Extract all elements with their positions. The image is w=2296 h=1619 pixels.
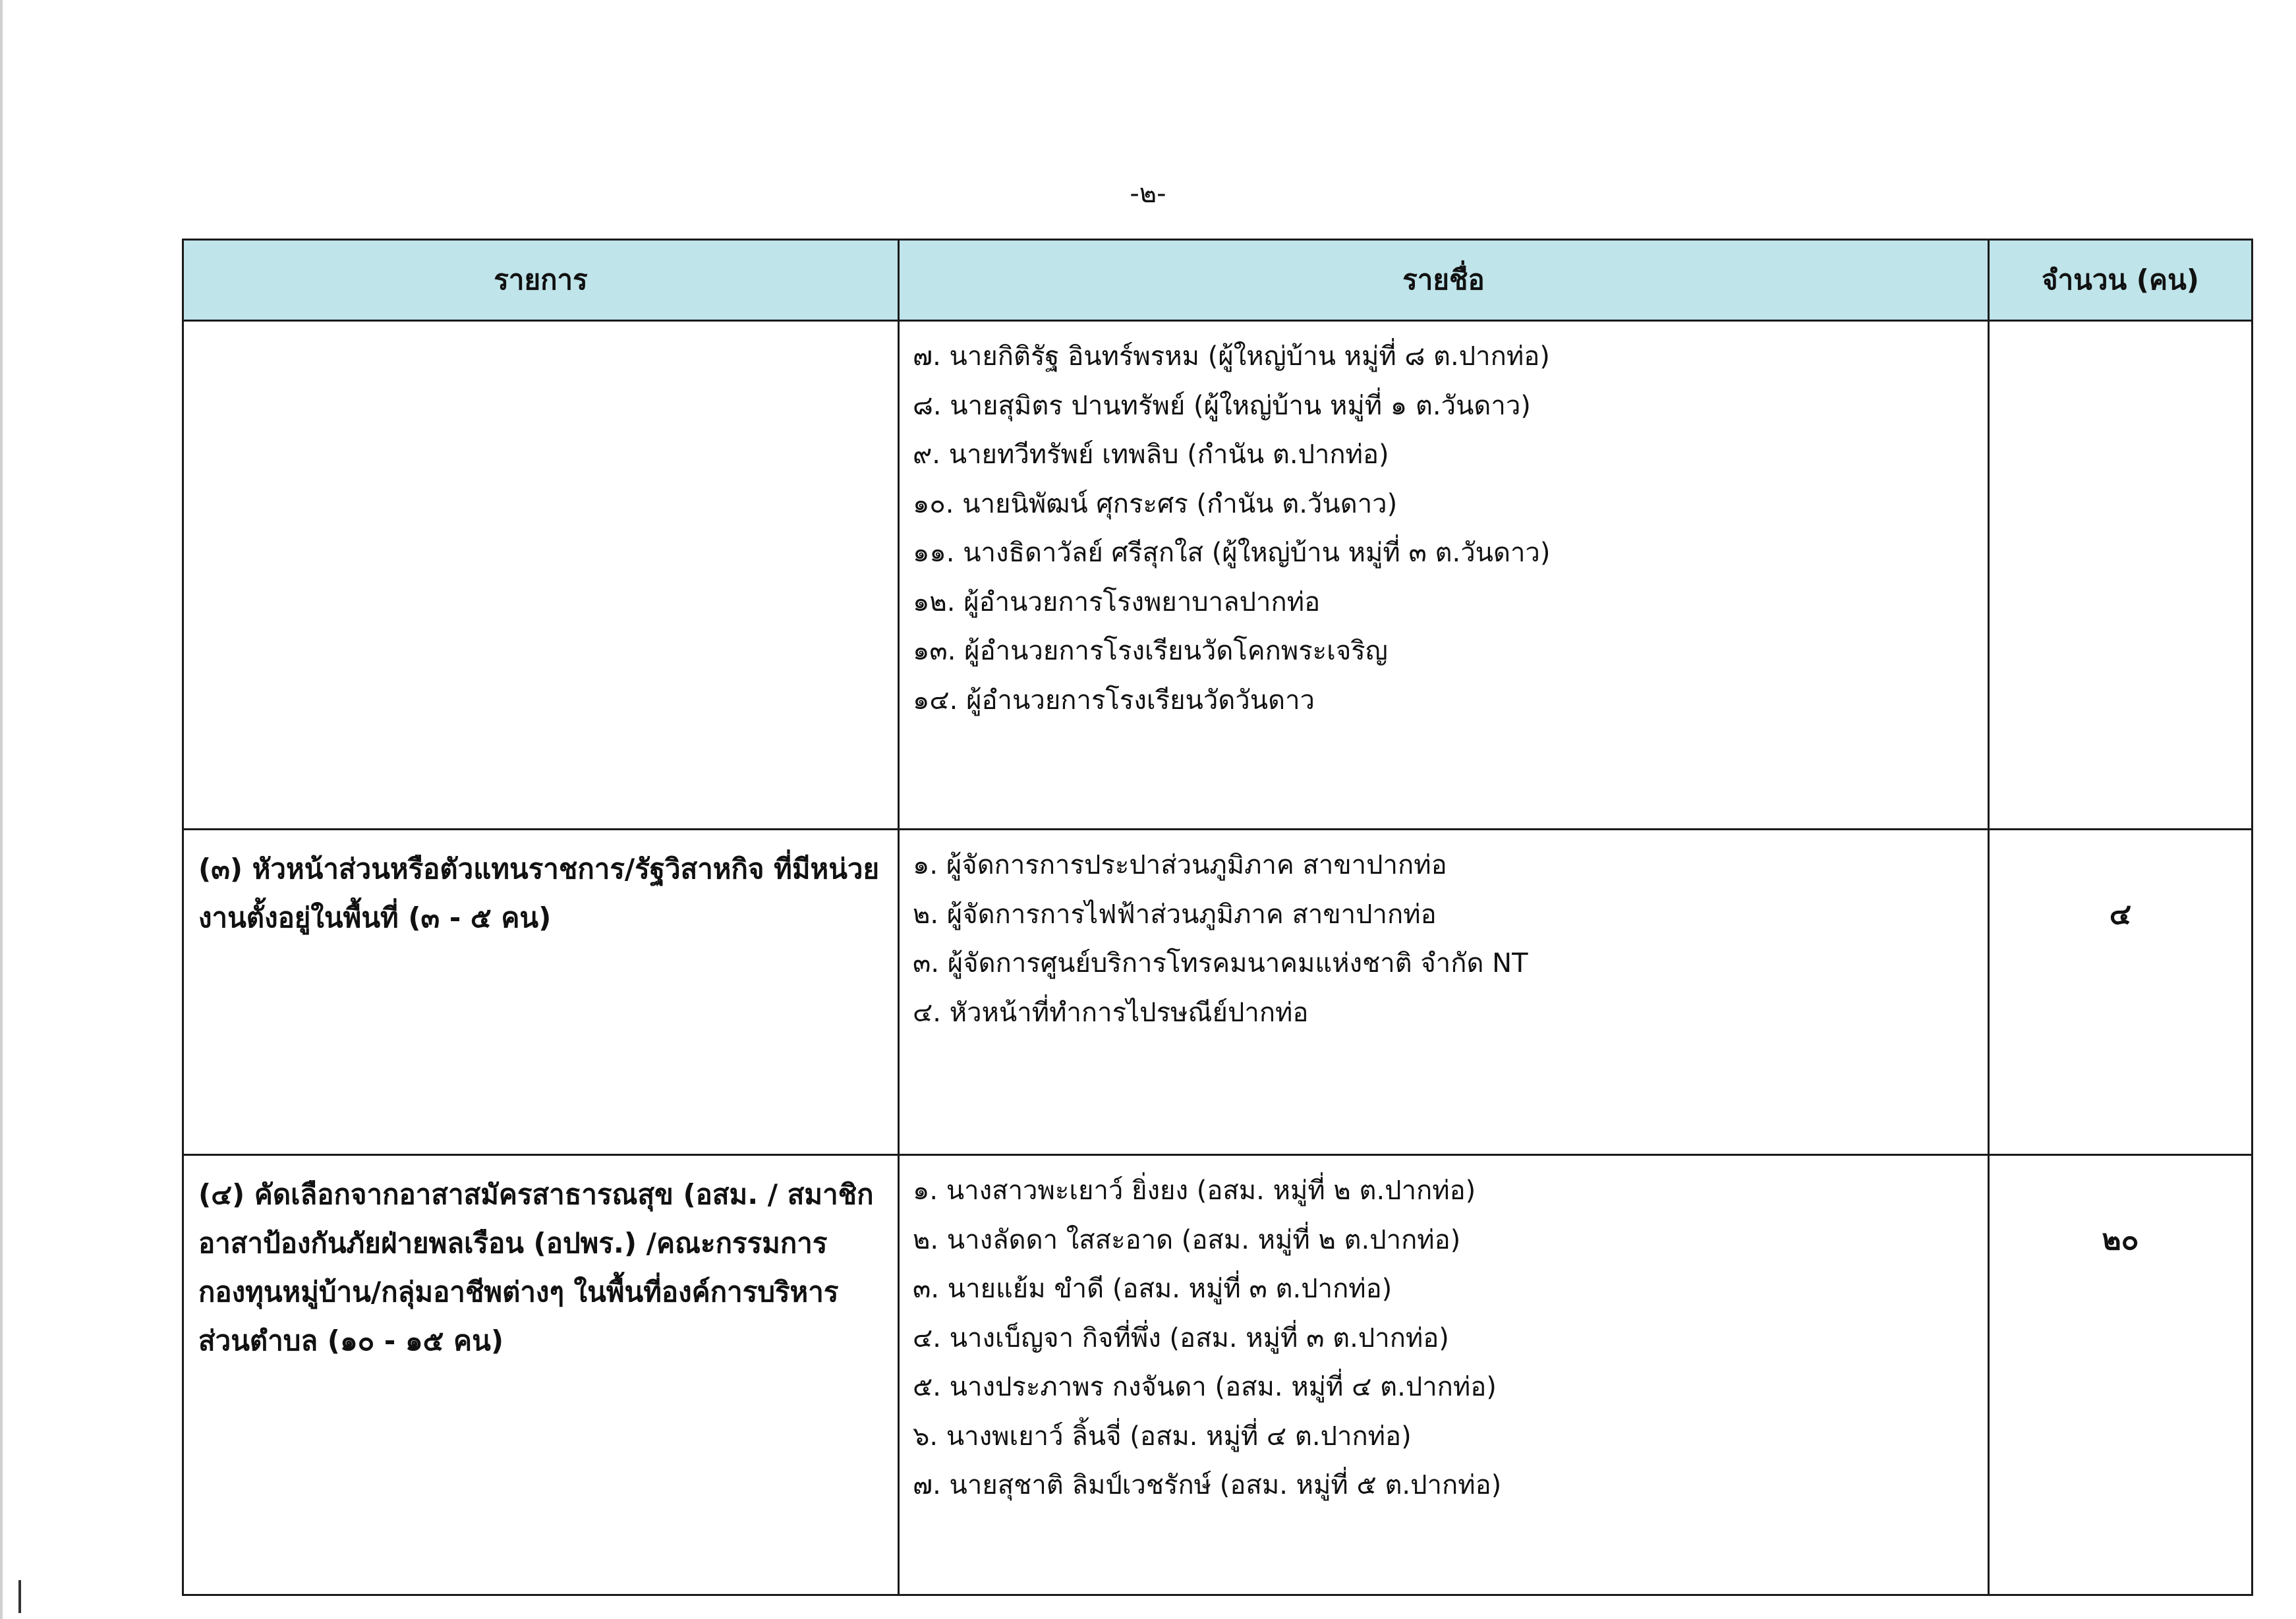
list-item: ๑๐. นายนิพัฒน์ ศุกระศร (กำนัน ต.วันดาว) <box>913 488 1398 519</box>
list-item: ๘. นายสุมิตร ปานทรัพย์ (ผู้ใหญ่บ้าน หมู่ที่ ๑ ต.วันดาว) <box>913 390 1531 421</box>
topic-cell: (๔) คัดเลือกจากอาสาสมัครสาธารณสุข (อสม. / สมาชิกอาสาป้องกันภัยฝ่ายพลเรือน (อปพร.) /คณะกรรมการกองทุนหมู่บ้าน/กลุ่มอาชีพต่างๆ ในพื้นที่องค์การบริหารส่วนตำบล (๑๐ - ๑๕ คน) <box>183 1155 899 1595</box>
committee-table <box>182 239 2253 1596</box>
header-count: จำนวน (คน) <box>1989 240 2253 321</box>
list-item: ๑. นางสาวพะเยาว์ ยิ่งยง (อสม. หมู่ที่ ๒ ต.ปากท่อ) <box>913 1176 1476 1206</box>
table-row <box>183 1155 2253 1595</box>
list-item: ๒. นางลัดดา ใสสะอาด (อสม. หมู่ที่ ๒ ต.ปากท่อ) <box>913 1224 1461 1255</box>
topic-cell: (๓) หัวหน้าส่วนหรือตัวแทนราชการ/รัฐวิสาหกิจ ที่มีหน่วยงานตั้งอยู่ในพื้นที่ (๓ - ๕ คน) <box>183 830 899 1155</box>
scan-edge-mark <box>18 1580 21 1613</box>
list-item: ๑๓. ผู้อำนวยการโรงเรียนวัดโคกพระเจริญ <box>913 636 1388 666</box>
list-item: ๙. นายทวีทรัพย์ เทพลิบ (กำนัน ต.ปากท่อ) <box>913 440 1389 470</box>
list-item: ๔. หัวหน้าที่ทำการไปรษณีย์ปากท่อ <box>913 997 1309 1028</box>
list-item: ๕. นางประภาพร กงจันดา (อสม. หมู่ที่ ๔ ต.ปากท่อ) <box>913 1372 1497 1402</box>
list-item: ๑๔. ผู้อำนวยการโรงเรียนวัดวันดาว <box>913 685 1315 716</box>
topic-cell <box>183 321 899 830</box>
page-number: -๒- <box>1130 179 1166 209</box>
count-cell <box>1989 321 2253 830</box>
table-row <box>183 830 2253 1155</box>
list-item: ๗. นายกิติรัฐ อินทร์พรหม (ผู้ใหญ่บ้าน หมู่ที่ ๘ ต.ปากท่อ) <box>913 341 1550 372</box>
count-cell: ๒๐ <box>1989 1155 2253 1595</box>
table-row <box>183 321 2253 830</box>
header-names: รายชื่อ <box>899 240 1989 321</box>
list-item: ๓. ผู้จัดการศูนย์บริการโทรคมนาคมแห่งชาติ จำกัด NT <box>913 948 1528 979</box>
names-list <box>913 332 1974 725</box>
names-list <box>913 841 1974 1037</box>
scan-edge-mark <box>0 0 3 1619</box>
list-item: ๓. นายแย้ม ขำดี (อสม. หมู่ที่ ๓ ต.ปากท่อ) <box>913 1274 1392 1304</box>
list-item: ๗. นายสุชาติ ลิมป์เวชรักษ์ (อสม. หมู่ที่ ๕ ต.ปากท่อ) <box>913 1470 1502 1500</box>
names-cell <box>899 830 1989 1155</box>
list-item: ๑๑. นางธิดาวัลย์ ศรีสุกใส (ผู้ใหญ่บ้าน หมู่ที่ ๓ ต.วันดาว) <box>913 538 1551 568</box>
list-item: ๑. ผู้จัดการการประปาส่วนภูมิภาค สาขาปากท่อ <box>913 850 1447 880</box>
list-item: ๔. นางเบ็ญจา กิจที่พึ่ง (อสม. หมู่ที่ ๓ ต.ปากท่อ) <box>913 1322 1449 1353</box>
list-item: ๒. ผู้จัดการการไฟฟ้าส่วนภูมิภาค สาขาปากท่อ <box>913 899 1437 930</box>
names-cell <box>899 1155 1989 1595</box>
count-cell: ๔ <box>1989 830 2253 1155</box>
table-header <box>183 240 2253 321</box>
names-cell <box>899 321 1989 830</box>
names-list <box>913 1166 1974 1510</box>
header-topic: รายการ <box>183 240 899 321</box>
list-item: ๖. นางพเยาว์ ลิ้นจี่ (อสม. หมู่ที่ ๔ ต.ปากท่อ) <box>913 1421 1412 1452</box>
list-item: ๑๒. ผู้อำนวยการโรงพยาบาลปากท่อ <box>913 586 1321 617</box>
